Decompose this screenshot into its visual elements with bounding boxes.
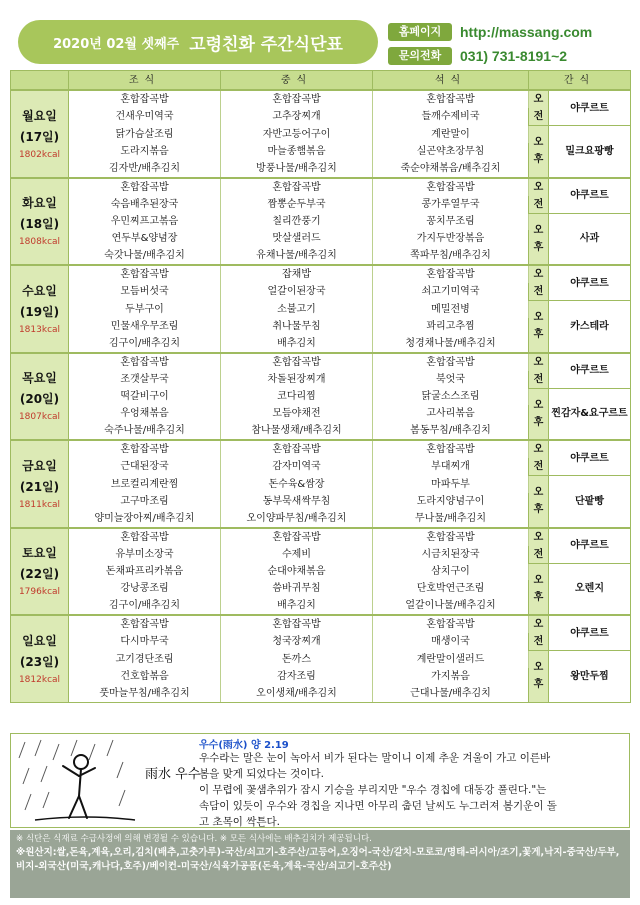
lunch-item: 짬뽕순두부국: [221, 196, 373, 213]
snack-pm-label: 오 후: [529, 213, 549, 265]
dinner-item: 혼합잡곡밥: [373, 353, 529, 371]
dinner-item: 콩가루열무국: [373, 196, 529, 213]
lunch-item: 자반고등어구이: [221, 126, 373, 143]
table-row: [11, 651, 631, 668]
breakfast-item: 숙갓나물/배추김치: [69, 247, 221, 265]
dinner-item: 쇠고기미역국: [373, 283, 529, 300]
breakfast-item: 혼합잡곡밥: [69, 90, 221, 108]
dinner-item: 혼합잡곡밥: [373, 90, 529, 108]
day-kcal: 1811kcal: [18, 499, 61, 510]
lunch-item: 칠리깐풍기: [221, 213, 373, 230]
snack-am-item: 야쿠르트: [549, 615, 631, 651]
dinner-item: 쪽파무침/배추김치: [373, 247, 529, 265]
breakfast-item: 건호합볶음: [69, 668, 221, 685]
lunch-item: 마늘종햄볶음: [221, 143, 373, 160]
dinner-item: 실곤약초장무침: [373, 143, 529, 160]
lunch-header: 중식: [221, 71, 373, 91]
lunch-item: 돈수육&쌈장: [221, 476, 373, 493]
dinner-item: 부대찌개: [373, 458, 529, 475]
lunch-item: 차돌된장찌개: [221, 371, 373, 388]
day-kcal: 1802kcal: [18, 149, 61, 160]
breakfast-item: 혼합잡곡밥: [69, 440, 221, 458]
day-cell: [11, 178, 69, 266]
snack-am-label: 오 전: [529, 528, 549, 564]
seasonal-info-box: [10, 733, 630, 828]
snack-pm-item: 찐감자&요구르트: [549, 388, 631, 440]
day-cell: [11, 90, 69, 178]
lunch-item: 코다리찜: [221, 388, 373, 405]
table-row: [11, 476, 631, 493]
lunch-item: 유채나물/배추김치: [221, 247, 373, 265]
dinner-item: 고사리볶음: [373, 405, 529, 422]
table-row: [11, 615, 631, 633]
seasonal-line: 이 무렵에 꽃샘추위가 잠시 기승을 부리지만 "우수 경칩에 대동강 풀린다."는: [199, 784, 547, 796]
breakfast-item: 고기경단조림: [69, 651, 221, 668]
menu-date: 2020년 02월 셋째주: [53, 36, 180, 52]
menu-title-banner: [18, 20, 378, 64]
lunch-item: 얼갈이된장국: [221, 283, 373, 300]
phone-label: 문의전화: [388, 47, 452, 65]
dinner-item: 매생이국: [373, 633, 529, 650]
snack-pm-label: 오 후: [529, 301, 549, 353]
snack-pm-label: 오 후: [529, 126, 549, 178]
menu-title: 고령친화 주간식단표: [189, 34, 343, 55]
day-kcal: 1813kcal: [18, 324, 61, 335]
menu-notice: ※ 식단은 식재료 수급사정에 의해 변경될 수 있습니다. ※ 모든 식사에는 배추김치가 제공됩니다.: [16, 834, 372, 844]
dinner-item: 단호박연근조림: [373, 580, 529, 597]
dinner-item: 혼합잡곡밥: [373, 615, 529, 633]
dinner-item: 계란말이샐러드: [373, 651, 529, 668]
table-row: [11, 388, 631, 405]
breakfast-item: 민물새우무조림: [69, 318, 221, 335]
dinner-item: 북엇국: [373, 371, 529, 388]
breakfast-item: 모듬버섯국: [69, 283, 221, 300]
breakfast-item: 닭가슴살조림: [69, 126, 221, 143]
day-name: 토요일: [22, 546, 57, 561]
seasonal-line: 속담이 있듯이 우수와 경칩을 지나면 아무리 춥던 날씨도 누그러져 봄기운이 돌: [199, 800, 557, 812]
table-row: [11, 353, 631, 371]
dinner-item: 닭굴소스조림: [373, 388, 529, 405]
breakfast-item: 양미늘장아찌/배추김치: [69, 510, 221, 528]
snack-am-item: 야쿠르트: [549, 440, 631, 476]
breakfast-item: 유부미소장국: [69, 546, 221, 563]
breakfast-item: 돈채파프리카볶음: [69, 563, 221, 580]
menu-body: [11, 90, 631, 702]
dinner-item: 가지두반장볶음: [373, 230, 529, 247]
snack-am-item: 야쿠르트: [549, 528, 631, 564]
table-row: [11, 213, 631, 230]
dinner-item: 도라지양념구이: [373, 493, 529, 510]
breakfast-item: 조갯살무국: [69, 371, 221, 388]
breakfast-item: 숙음배추된장국: [69, 196, 221, 213]
lunch-item: 혼합잡곡밥: [221, 615, 373, 633]
lunch-item: 수제비: [221, 546, 373, 563]
breakfast-header: 조식: [69, 71, 221, 91]
table-row: [11, 178, 631, 196]
day-kcal: 1807kcal: [18, 412, 61, 423]
day-date: (20일): [19, 392, 60, 407]
table-row: [11, 126, 631, 143]
corner-header: [11, 71, 69, 91]
lunch-item: 고추장찌개: [221, 108, 373, 125]
breakfast-item: 김구이/배추김치: [69, 335, 221, 353]
snack-am-label: 오 전: [529, 615, 549, 651]
dinner-item: 봄동무침/배추김치: [373, 422, 529, 440]
snack-pm-label: 오 후: [529, 476, 549, 528]
day-cell: [11, 528, 69, 616]
breakfast-item: 떡갈비구이: [69, 388, 221, 405]
breakfast-item: 브로컬리계란찜: [69, 476, 221, 493]
lunch-item: 방풍나물/배추김치: [221, 160, 373, 178]
seasonal-text: [199, 750, 625, 830]
breakfast-item: 두부구이: [69, 301, 221, 318]
day-kcal: 1796kcal: [18, 587, 61, 598]
lunch-item: 모듬야채전: [221, 405, 373, 422]
day-name: 수요일: [22, 283, 57, 298]
lunch-item: 잡채밥: [221, 265, 373, 283]
lunch-item: 씀바귀무침: [221, 580, 373, 597]
table-row: [11, 528, 631, 546]
breakfast-item: 풋마늘무침/배추김치: [69, 685, 221, 703]
dinner-item: 혼합잡곡밥: [373, 528, 529, 546]
snack-pm-label: 오 후: [529, 563, 549, 615]
snack-am-label: 오 전: [529, 440, 549, 476]
day-name: 목요일: [22, 371, 57, 386]
breakfast-item: 강낭콩조림: [69, 580, 221, 597]
snack-am-item: 야쿠르트: [549, 178, 631, 214]
illustration-caption: 雨水 우수: [145, 767, 201, 782]
day-name: 월요일: [22, 108, 57, 123]
dinner-item: 들깨수제비국: [373, 108, 529, 125]
snack-pm-item: 단팥빵: [549, 476, 631, 528]
dinner-item: 가지볶음: [373, 668, 529, 685]
seasonal-line: 봄을 맞게 되었다는 것이다.: [199, 768, 324, 780]
day-name: 일요일: [22, 633, 57, 648]
breakfast-item: 혼합잡곡밥: [69, 615, 221, 633]
day-date: (17일): [19, 129, 60, 144]
lunch-item: 동부묵새싹무침: [221, 493, 373, 510]
breakfast-item: 혼합잡곡밥: [69, 265, 221, 283]
lunch-item: 순대야채볶음: [221, 563, 373, 580]
breakfast-item: 건새우미역국: [69, 108, 221, 125]
dinner-item: 시금치된장국: [373, 546, 529, 563]
breakfast-item: 김자반/배추김치: [69, 160, 221, 178]
dinner-item: 혼합잡곡밥: [373, 178, 529, 196]
lunch-item: 감자조림: [221, 668, 373, 685]
day-date: (18일): [19, 217, 60, 232]
snack-header: 간식: [529, 71, 631, 91]
snack-am-label: 오 전: [529, 90, 549, 126]
breakfast-item: 우민찌프고볶음: [69, 213, 221, 230]
snack-pm-item: 카스테라: [549, 301, 631, 353]
seasonal-title: 우수(雨水) 양 2.19: [199, 740, 289, 751]
dinner-item: 마파두부: [373, 476, 529, 493]
table-row: [11, 301, 631, 318]
table-row: [11, 90, 631, 108]
snack-am-label: 오 전: [529, 265, 549, 301]
snack-pm-item: 왕만두찜: [549, 651, 631, 703]
day-date: (19일): [19, 304, 60, 319]
origin-notice: ※원산지:쌀,돈육,계육,오리,김치(배추,고춧가루)-국산/쇠고기-호주산/고등어,오징어-국산/갈치-모로코/명태-러시아/조기,꽃게,낙지-중국산/두부,비지-외국산(미국,캐나다,호주)/베이컨-미국산/식육가공품(돈육,계육-국산/쇠고기-호주산): [16, 847, 620, 872]
lunch-item: 오이양파무침/배추김치: [221, 510, 373, 528]
breakfast-item: 근대된장국: [69, 458, 221, 475]
breakfast-item: 숙주나물/배추김치: [69, 422, 221, 440]
table-row: [11, 440, 631, 458]
dinner-item: 꽈리고추찜: [373, 318, 529, 335]
rain-person-illustration: [15, 738, 201, 824]
snack-pm-label: 오 후: [529, 651, 549, 703]
homepage-link[interactable]: http://massang.com: [460, 24, 593, 40]
phone-number: 031) 731-8191~2: [460, 48, 568, 64]
snack-pm-label: 오 후: [529, 388, 549, 440]
lunch-item: 참나물생채/배추김치: [221, 422, 373, 440]
lunch-item: 혼합잡곡밥: [221, 178, 373, 196]
snack-pm-item: 사과: [549, 213, 631, 265]
dinner-item: 계란말이: [373, 126, 529, 143]
seasonal-line: 고 초목이 싹튼다.: [199, 816, 281, 828]
lunch-item: 배추김치: [221, 335, 373, 353]
lunch-item: 청국장찌개: [221, 633, 373, 650]
lunch-item: 맛살샐러드: [221, 230, 373, 247]
day-cell: [11, 265, 69, 353]
lunch-item: 혼합잡곡밥: [221, 528, 373, 546]
lunch-item: 혼합잡곡밥: [221, 90, 373, 108]
dinner-item: 삼치구이: [373, 563, 529, 580]
snack-am-item: 야쿠르트: [549, 265, 631, 301]
day-date: (21일): [19, 479, 60, 494]
table-row: [11, 265, 631, 283]
table-row: [11, 563, 631, 580]
snack-pm-item: 밀크요팡빵: [549, 126, 631, 178]
day-date: (22일): [19, 567, 60, 582]
dinner-item: 무나물/배추김치: [373, 510, 529, 528]
day-cell: [11, 615, 69, 702]
dinner-header: 석식: [373, 71, 529, 91]
day-cell: [11, 440, 69, 528]
snack-am-item: 야쿠르트: [549, 90, 631, 126]
lunch-item: 취나물무침: [221, 318, 373, 335]
contact-box: [388, 22, 628, 70]
snack-am-label: 오 전: [529, 353, 549, 389]
lunch-item: 감자미역국: [221, 458, 373, 475]
snack-am-item: 야쿠르트: [549, 353, 631, 389]
homepage-label: 홈페이지: [388, 23, 452, 41]
day-kcal: 1808kcal: [18, 237, 61, 248]
breakfast-item: 혼합잡곡밥: [69, 353, 221, 371]
breakfast-item: 고구마조림: [69, 493, 221, 510]
dinner-item: 청경채나물/배추김치: [373, 335, 529, 353]
lunch-item: 배추김치: [221, 597, 373, 615]
breakfast-item: 우엉채볶음: [69, 405, 221, 422]
snack-am-label: 오 전: [529, 178, 549, 214]
snack-pm-item: 오렌지: [549, 563, 631, 615]
lunch-item: 소불고기: [221, 301, 373, 318]
day-cell: [11, 353, 69, 441]
day-name: 화요일: [22, 196, 57, 211]
lunch-item: 혼합잡곡밥: [221, 440, 373, 458]
dinner-item: 메밀전병: [373, 301, 529, 318]
notes-box: [10, 830, 630, 898]
dinner-item: 얼갈이나물/배추김치: [373, 597, 529, 615]
dinner-item: 꽁치무조림: [373, 213, 529, 230]
lunch-item: 돈까스: [221, 651, 373, 668]
weekly-menu-table: [10, 70, 631, 703]
dinner-item: 근대나물/배추김치: [373, 685, 529, 703]
dinner-item: 혼합잡곡밥: [373, 265, 529, 283]
lunch-item: 혼합잡곡밥: [221, 353, 373, 371]
dinner-item: 죽순야채볶음/배추김치: [373, 160, 529, 178]
day-name: 금요일: [22, 458, 57, 473]
breakfast-item: 혼합잡곡밥: [69, 178, 221, 196]
seasonal-line: 우수라는 말은 눈이 녹아서 비가 된다는 말이니 이제 추운 겨울이 가고 이른바: [199, 752, 551, 764]
dinner-item: 혼합잡곡밥: [373, 440, 529, 458]
lunch-item: 오이생채/배추김치: [221, 685, 373, 703]
breakfast-item: 도라지볶음: [69, 143, 221, 160]
breakfast-item: 연두부&양념장: [69, 230, 221, 247]
breakfast-item: 혼합잡곡밥: [69, 528, 221, 546]
day-kcal: 1812kcal: [18, 674, 61, 685]
breakfast-item: 김구이/배추김치: [69, 597, 221, 615]
breakfast-item: 다시마무국: [69, 633, 221, 650]
day-date: (23일): [19, 654, 60, 669]
